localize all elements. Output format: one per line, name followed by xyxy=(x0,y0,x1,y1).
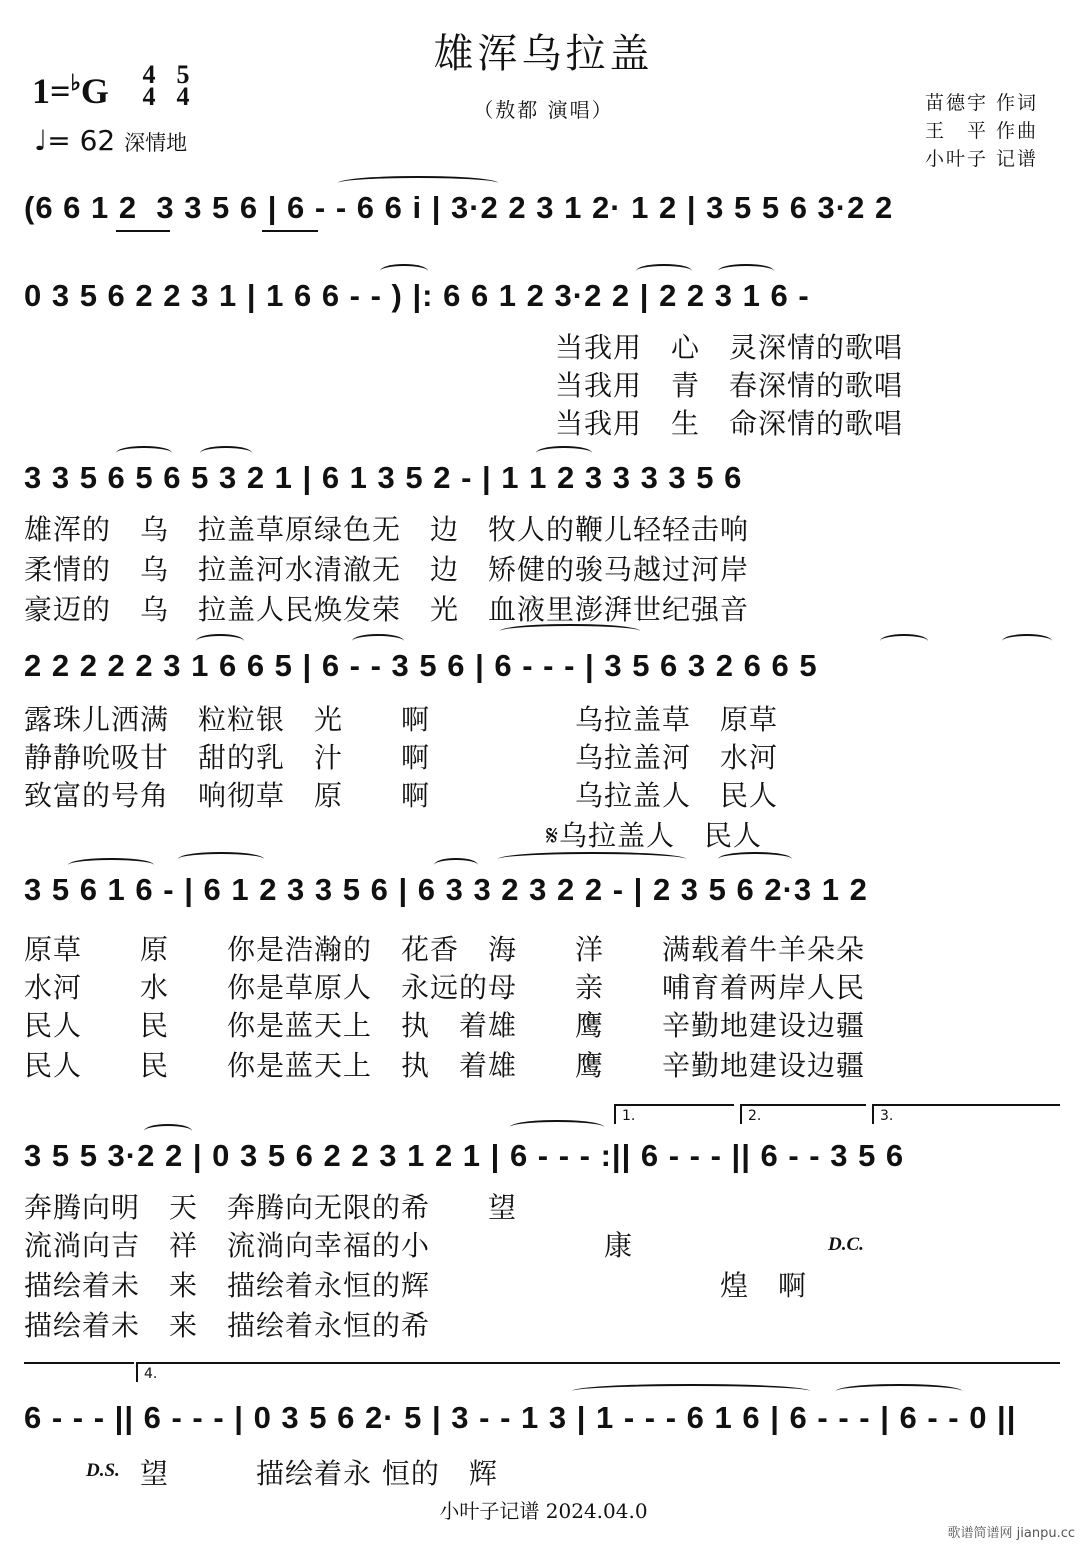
notation-row-2: 0 3 5 6 2 2 3 1 | 1 6 6 - - ) |: 6 6 1 2 3·2 2 | 2 2 3 1 6 - xyxy=(24,278,810,313)
slur xyxy=(718,852,792,866)
song-title: 雄浑乌拉盖 xyxy=(433,31,654,77)
lyric-line: 当我用 青 春深情的歌唱 xyxy=(555,369,904,402)
lyric-line: 描绘着未 来 描绘着永恒的辉 煌 啊 xyxy=(24,1269,808,1302)
slur xyxy=(836,1384,962,1398)
beam xyxy=(116,230,170,232)
slur xyxy=(498,852,686,866)
lyric-line: 水河 水 你是草原人 永远的母 亲 哺育着两岸人民 xyxy=(24,971,866,1004)
slur xyxy=(338,176,498,190)
slur xyxy=(178,852,264,866)
lyric-line: 描绘着未 来 描绘着永恒的希 xyxy=(24,1309,431,1342)
lyric-line: 原草 原 你是浩瀚的 花香 海 洋 满载着牛羊朵朵 xyxy=(24,933,866,966)
notation-row-7: 6 - - - || 6 - - - | 0 3 5 6 2· 5 | 3 - - 1 3 | 1 - - - 6 1 6 | 6 - - - | 6 - - 0 || xyxy=(24,1400,1017,1435)
volta-extension xyxy=(24,1362,134,1364)
slur xyxy=(536,446,592,460)
slur xyxy=(1002,634,1052,648)
slur xyxy=(572,1384,810,1398)
watermark: 歌谱简谱网 jianpu.cc xyxy=(947,1526,1075,1541)
slur xyxy=(500,624,640,638)
slur xyxy=(718,264,774,278)
volta-4: 4. xyxy=(136,1362,1060,1382)
footer-credit: 小叶子记谱 2024.04.0 xyxy=(439,1499,648,1523)
notation-row-1: (6 6 1 2 3 3 5 6 | 6 - - 6 6 i | 3·2 2 3 1 2· 1 2 | 3 5 5 6 3·2 2 xyxy=(24,190,894,225)
volta-3: 3. xyxy=(872,1104,1060,1124)
time-signature-1: 4 4 xyxy=(142,60,156,111)
notation-row-4: 2 2 2 2 2 3 1 6 6 5 | 6 - - 3 5 6 | 6 - - - | 3 5 6 3 2 6 6 5 xyxy=(24,648,818,683)
slur xyxy=(636,264,692,278)
notation-row-3: 3 3 5 6 5 6 5 3 2 1 | 6 1 3 5 2 - | 1 1 2 3 3 3 3 5 6 xyxy=(24,460,743,495)
lyric-line-segno: 𝄋乌拉盖人 民人 xyxy=(24,819,763,852)
lyric-line: 柔情的 乌 拉盖河水清澈无 边 矫健的骏马越过河岸 xyxy=(24,553,750,586)
notation-row-5: 3 5 6 1 6 - | 6 1 2 3 3 5 6 | 6 3 3 2 3 2 2 - | 2 3 5 6 2·3 1 2 xyxy=(24,872,868,907)
da-capo-marking: D.C. xyxy=(828,1234,864,1255)
lyric-line: 民人 民 你是蓝天上 执 着雄 鹰 辛勤地建设边疆 xyxy=(24,1009,866,1042)
slur xyxy=(380,264,428,278)
lyric-line: 流淌向吉 祥 流淌向幸福的小 康 xyxy=(24,1229,634,1262)
slur xyxy=(196,634,244,648)
time-signature-2: 5 4 xyxy=(176,60,190,111)
singer-credit: （敖都 演唱） xyxy=(473,98,614,122)
lyric-line: 致富的号角 响彻草 原 啊 乌拉盖人 民人 xyxy=(24,779,779,812)
beam xyxy=(262,230,318,232)
slur xyxy=(68,858,154,872)
lyric-line: 雄浑的 乌 拉盖草原绿色无 边 牧人的鞭儿轻轻击响 xyxy=(24,513,750,546)
key-signature: 1=♭G xyxy=(32,70,109,111)
slur xyxy=(352,634,404,648)
slur xyxy=(880,634,928,648)
transcriber-credit: 小叶子 记谱 xyxy=(925,148,1039,170)
slur xyxy=(144,1124,192,1138)
lyric-line: 望 描绘着永 恒的 辉 xyxy=(140,1457,498,1490)
quarter-note-icon: ♩ xyxy=(34,124,48,157)
volta-2: 2. xyxy=(740,1104,866,1124)
expression-marking: 深情地 xyxy=(124,131,188,155)
lyric-line: 当我用 生 命深情的歌唱 xyxy=(555,407,904,440)
slur xyxy=(200,446,252,460)
notation-row-6: 3 5 5 3·2 2 | 0 3 5 6 2 2 3 1 2 1 | 6 - - - :|| 6 - - - || 6 - - 3 5 6 xyxy=(24,1138,905,1173)
composer-credit: 王 平 作曲 xyxy=(925,120,1039,142)
lyric-line: 奔腾向明 天 奔腾向无限的希 望 xyxy=(24,1191,518,1224)
slur xyxy=(510,1120,604,1134)
slur xyxy=(116,446,172,460)
volta-1: 1. xyxy=(614,1104,734,1124)
lyric-line: 民人 民 你是蓝天上 执 着雄 鹰 辛勤地建设边疆 xyxy=(24,1049,866,1082)
lyric-line: 当我用 心 灵深情的歌唱 xyxy=(555,331,904,364)
slur xyxy=(434,858,478,872)
lyric-line: 豪迈的 乌 拉盖人民焕发荣 光 血液里澎湃世纪强音 xyxy=(24,593,750,626)
dal-segno-marking: D.S. xyxy=(86,1460,120,1481)
tempo-marking: ♩= 62 深情地 xyxy=(34,124,188,157)
lyric-line: 露珠儿洒满 粒粒银 光 啊 乌拉盖草 原草 xyxy=(24,703,779,736)
lyric-line: 静静吮吸甘 甜的乳 汁 啊 乌拉盖河 水河 xyxy=(24,741,779,774)
lyricist-credit: 苗德宇 作词 xyxy=(925,92,1039,114)
